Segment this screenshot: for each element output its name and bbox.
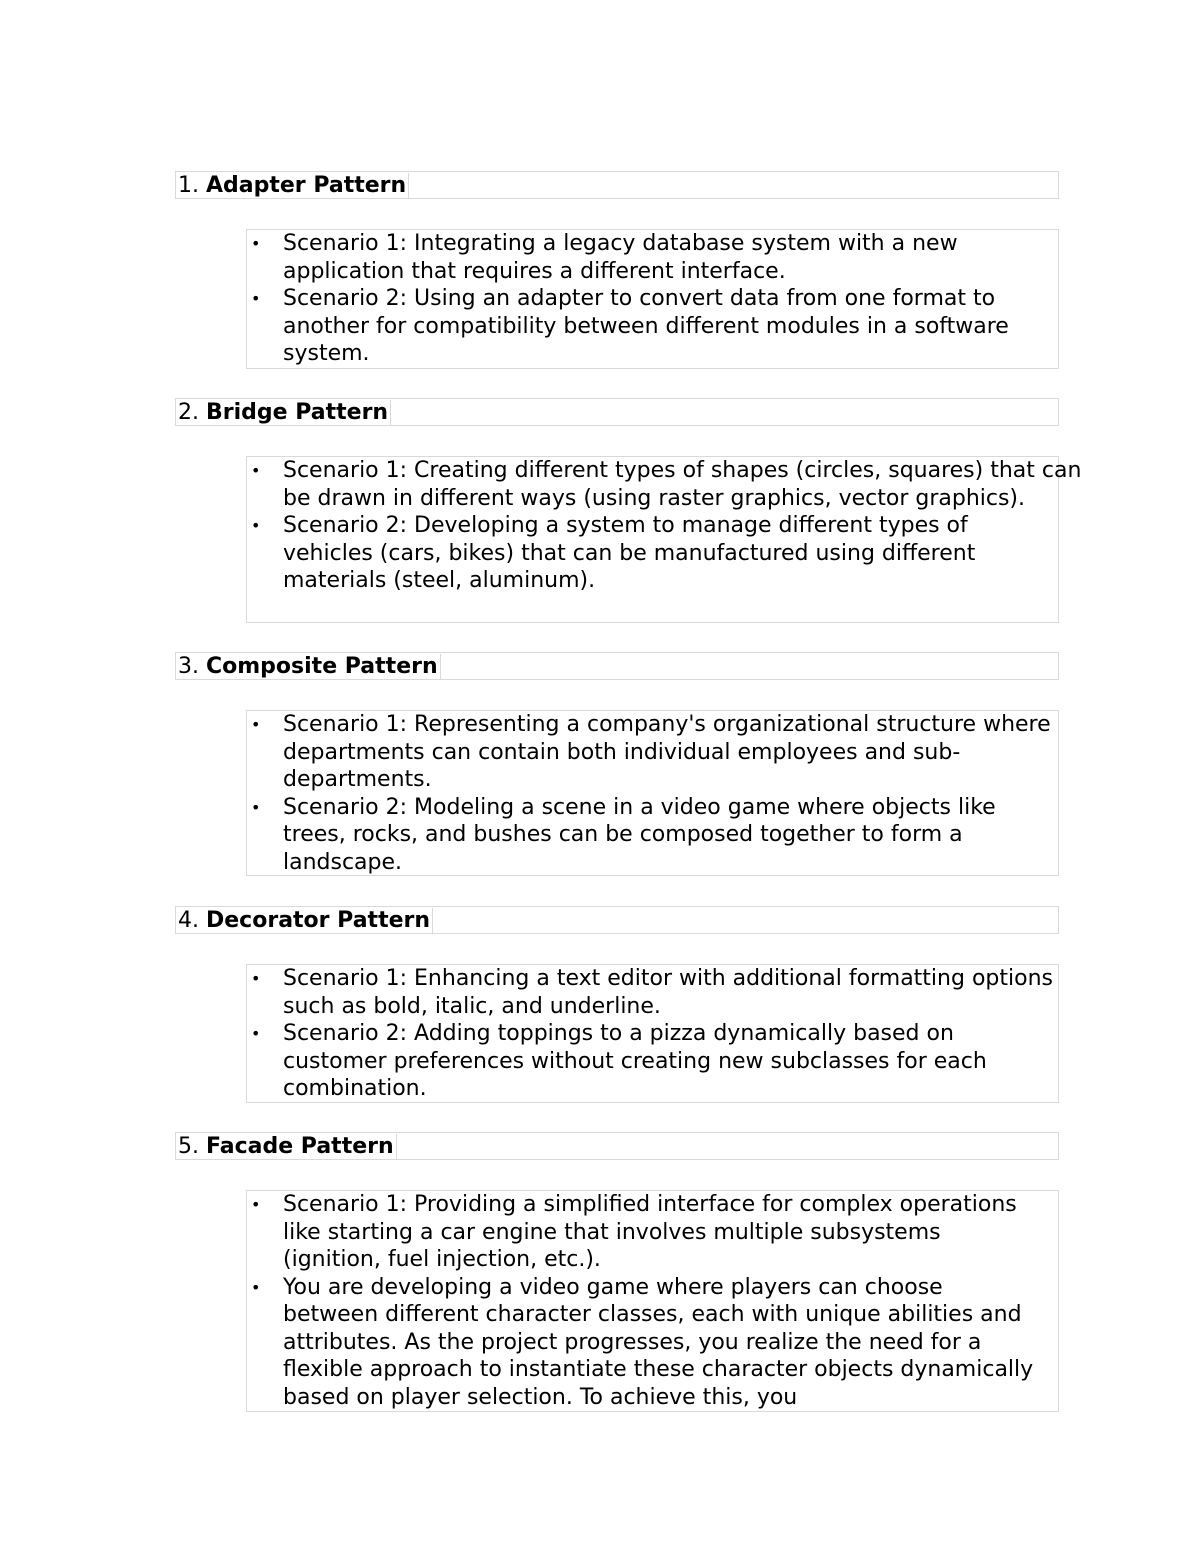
scenario-text: You are developing a video game where players can choose between different character classes, each with unique abilities and attributes. As the project progresses, you realize the need for a flexible approach to instantiate these character objects dynamically based on player selection. To achieve this, you bbox=[283, 1274, 1034, 1410]
scenario-item bbox=[247, 1020, 1053, 1103]
bullet-icon: • bbox=[251, 797, 261, 817]
scenario-text: Scenario 1: Integrating a legacy database system with a new application that requires a different interface. bbox=[283, 231, 958, 284]
scenario-text: Scenario 1: Enhancing a text editor with additional formatting options such as bold, italic, and underline. bbox=[283, 966, 1053, 1019]
bullet-icon: • bbox=[251, 1195, 261, 1214]
scenario-text: Scenario 1: Providing a simplified interface for complex operations like starting a car engine that involves multiple subsystems (ignition, fuel injection, etc.). bbox=[283, 1192, 1017, 1272]
section-number: 3. bbox=[178, 654, 199, 679]
bullet-icon: • bbox=[251, 1277, 261, 1297]
scenario-item bbox=[247, 711, 1063, 794]
scenario-item bbox=[247, 285, 1058, 368]
scenario-box-composite bbox=[246, 710, 1059, 876]
section-heading-adapter bbox=[175, 171, 1059, 199]
scenario-list bbox=[247, 1191, 1058, 1411]
bullet-icon: • bbox=[251, 234, 261, 253]
section-heading-text bbox=[178, 654, 441, 679]
scenario-box-adapter bbox=[246, 229, 1059, 369]
scenario-item bbox=[247, 1274, 1043, 1412]
section-title: Adapter Pattern bbox=[206, 173, 407, 198]
scenario-item bbox=[247, 794, 1058, 877]
section-heading-text bbox=[178, 1134, 397, 1159]
scenario-text: Scenario 1: Creating different types of shapes (circles, squares) that can be drawn in different ways (using raster graphics, vector graphics). bbox=[283, 458, 1082, 511]
scenario-item bbox=[247, 230, 1023, 285]
scenario-box-decorator bbox=[246, 964, 1059, 1103]
section-heading-text bbox=[178, 173, 409, 198]
section-heading-bridge bbox=[175, 398, 1059, 426]
scenario-item bbox=[247, 965, 1053, 1020]
section-title: Decorator Pattern bbox=[206, 908, 431, 933]
scenario-item bbox=[247, 512, 1038, 595]
scenario-text: Scenario 2: Adding toppings to a pizza dynamically based on customer preferences without creating new subclasses for each combination. bbox=[283, 1021, 987, 1101]
bullet-icon: • bbox=[251, 461, 261, 480]
bullet-icon: • bbox=[251, 715, 261, 734]
section-number: 5. bbox=[178, 1134, 199, 1159]
scenario-box-facade bbox=[246, 1190, 1059, 1412]
bullet-icon: • bbox=[251, 516, 261, 535]
section-heading-composite bbox=[175, 652, 1059, 680]
section-title: Composite Pattern bbox=[206, 654, 438, 679]
scenario-list bbox=[247, 230, 1058, 368]
bullet-icon: • bbox=[251, 289, 261, 308]
scenario-box-bridge bbox=[246, 456, 1082, 623]
bullet-icon: • bbox=[251, 1024, 261, 1043]
scenario-list bbox=[247, 457, 1082, 595]
section-heading-facade bbox=[175, 1132, 1059, 1160]
bullet-icon: • bbox=[251, 969, 261, 988]
section-title: Facade Pattern bbox=[206, 1134, 394, 1159]
scenario-item bbox=[247, 1191, 1023, 1274]
scenario-list bbox=[247, 711, 1058, 876]
section-number: 2. bbox=[178, 400, 199, 425]
scenario-text: Scenario 2: Developing a system to manage different types of vehicles (cars, bikes) that can be manufactured using different materials (steel, aluminum). bbox=[283, 513, 976, 593]
section-heading-text bbox=[178, 908, 433, 933]
section-number: 4. bbox=[178, 908, 199, 933]
scenario-text: Scenario 2: Modeling a scene in a video game where objects like trees, rocks, and bushes can be composed together to form a landscape. bbox=[283, 794, 996, 875]
section-heading-text bbox=[178, 400, 391, 425]
section-title: Bridge Pattern bbox=[206, 400, 389, 425]
scenario-item bbox=[247, 457, 1095, 512]
section-heading-decorator bbox=[175, 906, 1059, 934]
scenario-text: Scenario 2: Using an adapter to convert data from one format to another for compatibility between different modules in a software system. bbox=[283, 286, 1009, 366]
scenario-text: Scenario 1: Representing a company's organizational structure where departments can contain both individual employees and sub-departments. bbox=[283, 712, 1051, 792]
section-number: 1. bbox=[178, 173, 199, 198]
scenario-list bbox=[247, 965, 1058, 1103]
